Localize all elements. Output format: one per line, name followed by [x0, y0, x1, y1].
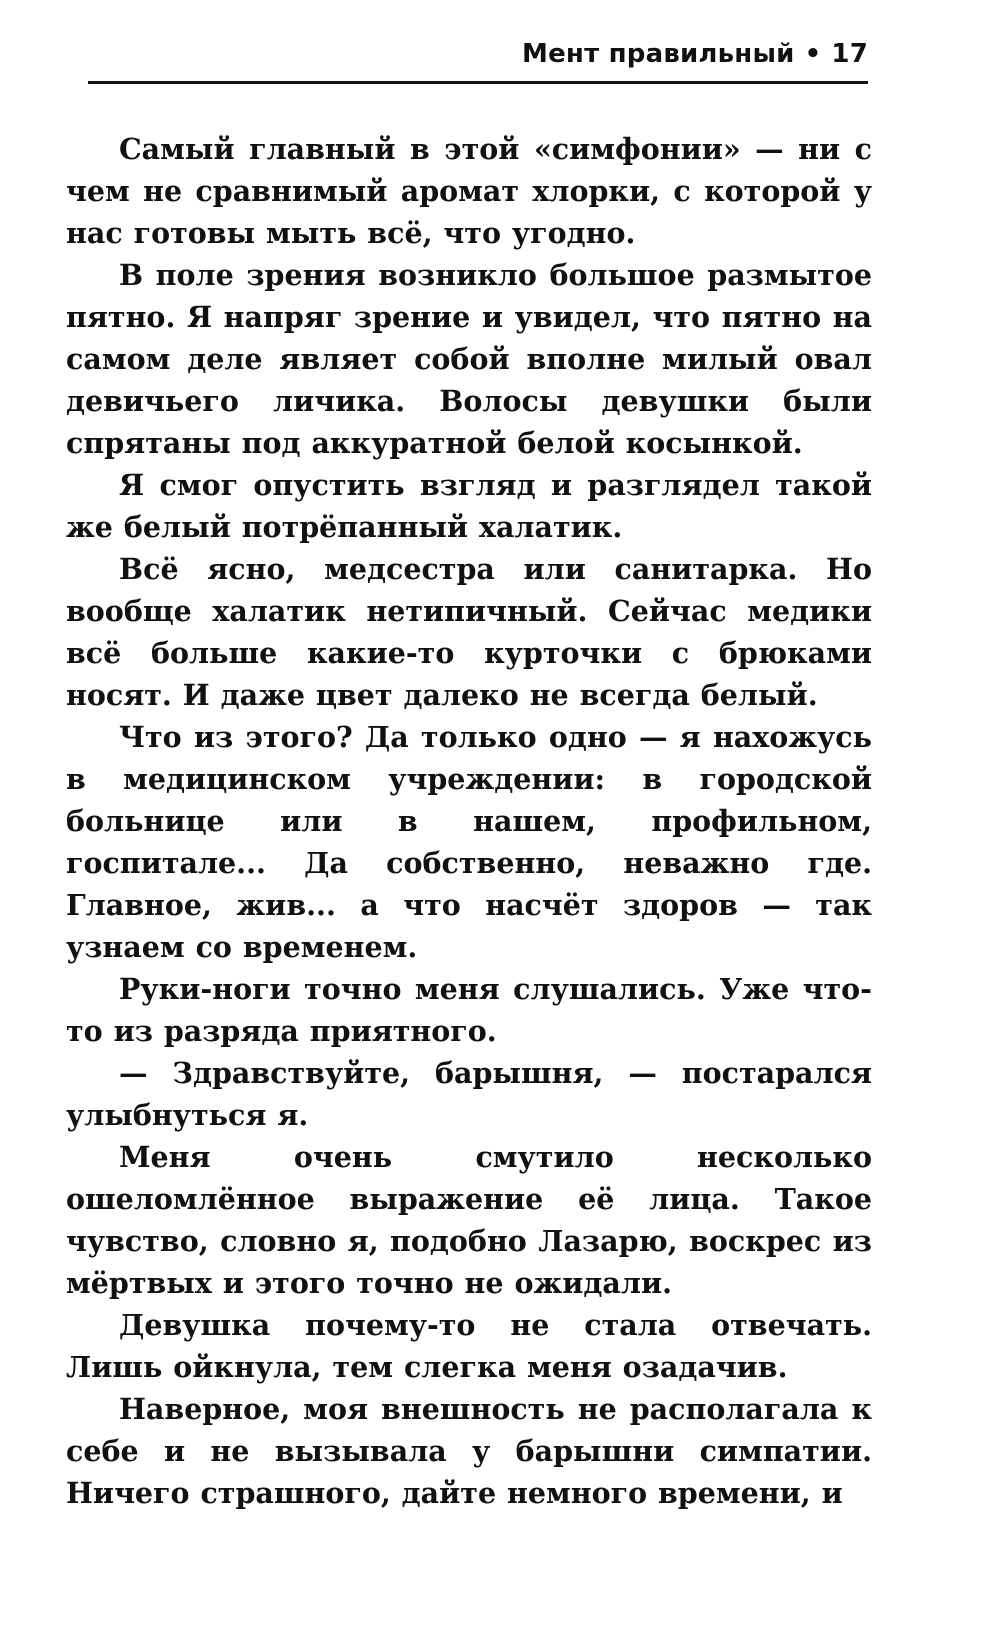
page-number: 17: [831, 39, 868, 69]
paragraph-4: Всё ясно, медсестра или санитарка. Но вообще халатик нетипичный. Сейчас медики всё больше какие-то курточки с брюками носят. И даже цвет далеко не всегда белый.: [66, 552, 872, 712]
running-header: [70, 34, 868, 74]
paragraph-8: Меня очень смутило несколько ошеломлённое выражение её лица. Такое чувство, словно я, подобно Лазарю, воскрес из мёртвых и этого точно не ожидали.: [66, 1140, 872, 1300]
paragraph-3: Я смог опустить взгляд и разглядел такой же белый потрёпанный халатик.: [66, 468, 872, 544]
paragraph-7: — Здравствуйте, барышня, — постарался улыбнуться я.: [66, 1056, 872, 1132]
paragraph-5: Что из этого? Да только одно — я нахожусь в медицинском учреждении: в городской больнице или в нашем, профильном, госпитале... Да собственно, неважно где. Главное, жив... а что насчёт здоров — так узнаем со временем.: [66, 720, 872, 964]
header-rule: [88, 81, 868, 84]
header-separator: •: [804, 39, 822, 69]
paragraph-10: Наверное, моя внешность не располагала к себе и не вызывала у барышни симпатии. Ничего страшного, дайте немного времени, и: [66, 1392, 872, 1510]
body-text: [66, 128, 872, 1514]
running-title: Мент правильный: [522, 39, 795, 69]
paragraph-9: Девушка почему-то не стала отвечать. Лишь ойкнула, тем слегка меня озадачив.: [66, 1308, 872, 1384]
paragraph-1: Самый главный в этой «симфонии» — ни с чем не сравнимый аромат хлорки, с которой у нас готовы мыть всё, что угодно.: [66, 132, 872, 250]
paragraph-2: В поле зрения возникло большое размытое пятно. Я напряг зрение и увидел, что пятно на самом деле являет собой вполне милый овал девичьего личика. Волосы девушки были спрятаны под аккуратной белой косынкой.: [66, 258, 872, 460]
paragraph-6: Руки-ноги точно меня слушались. Уже что-то из разряда приятного.: [66, 972, 872, 1048]
